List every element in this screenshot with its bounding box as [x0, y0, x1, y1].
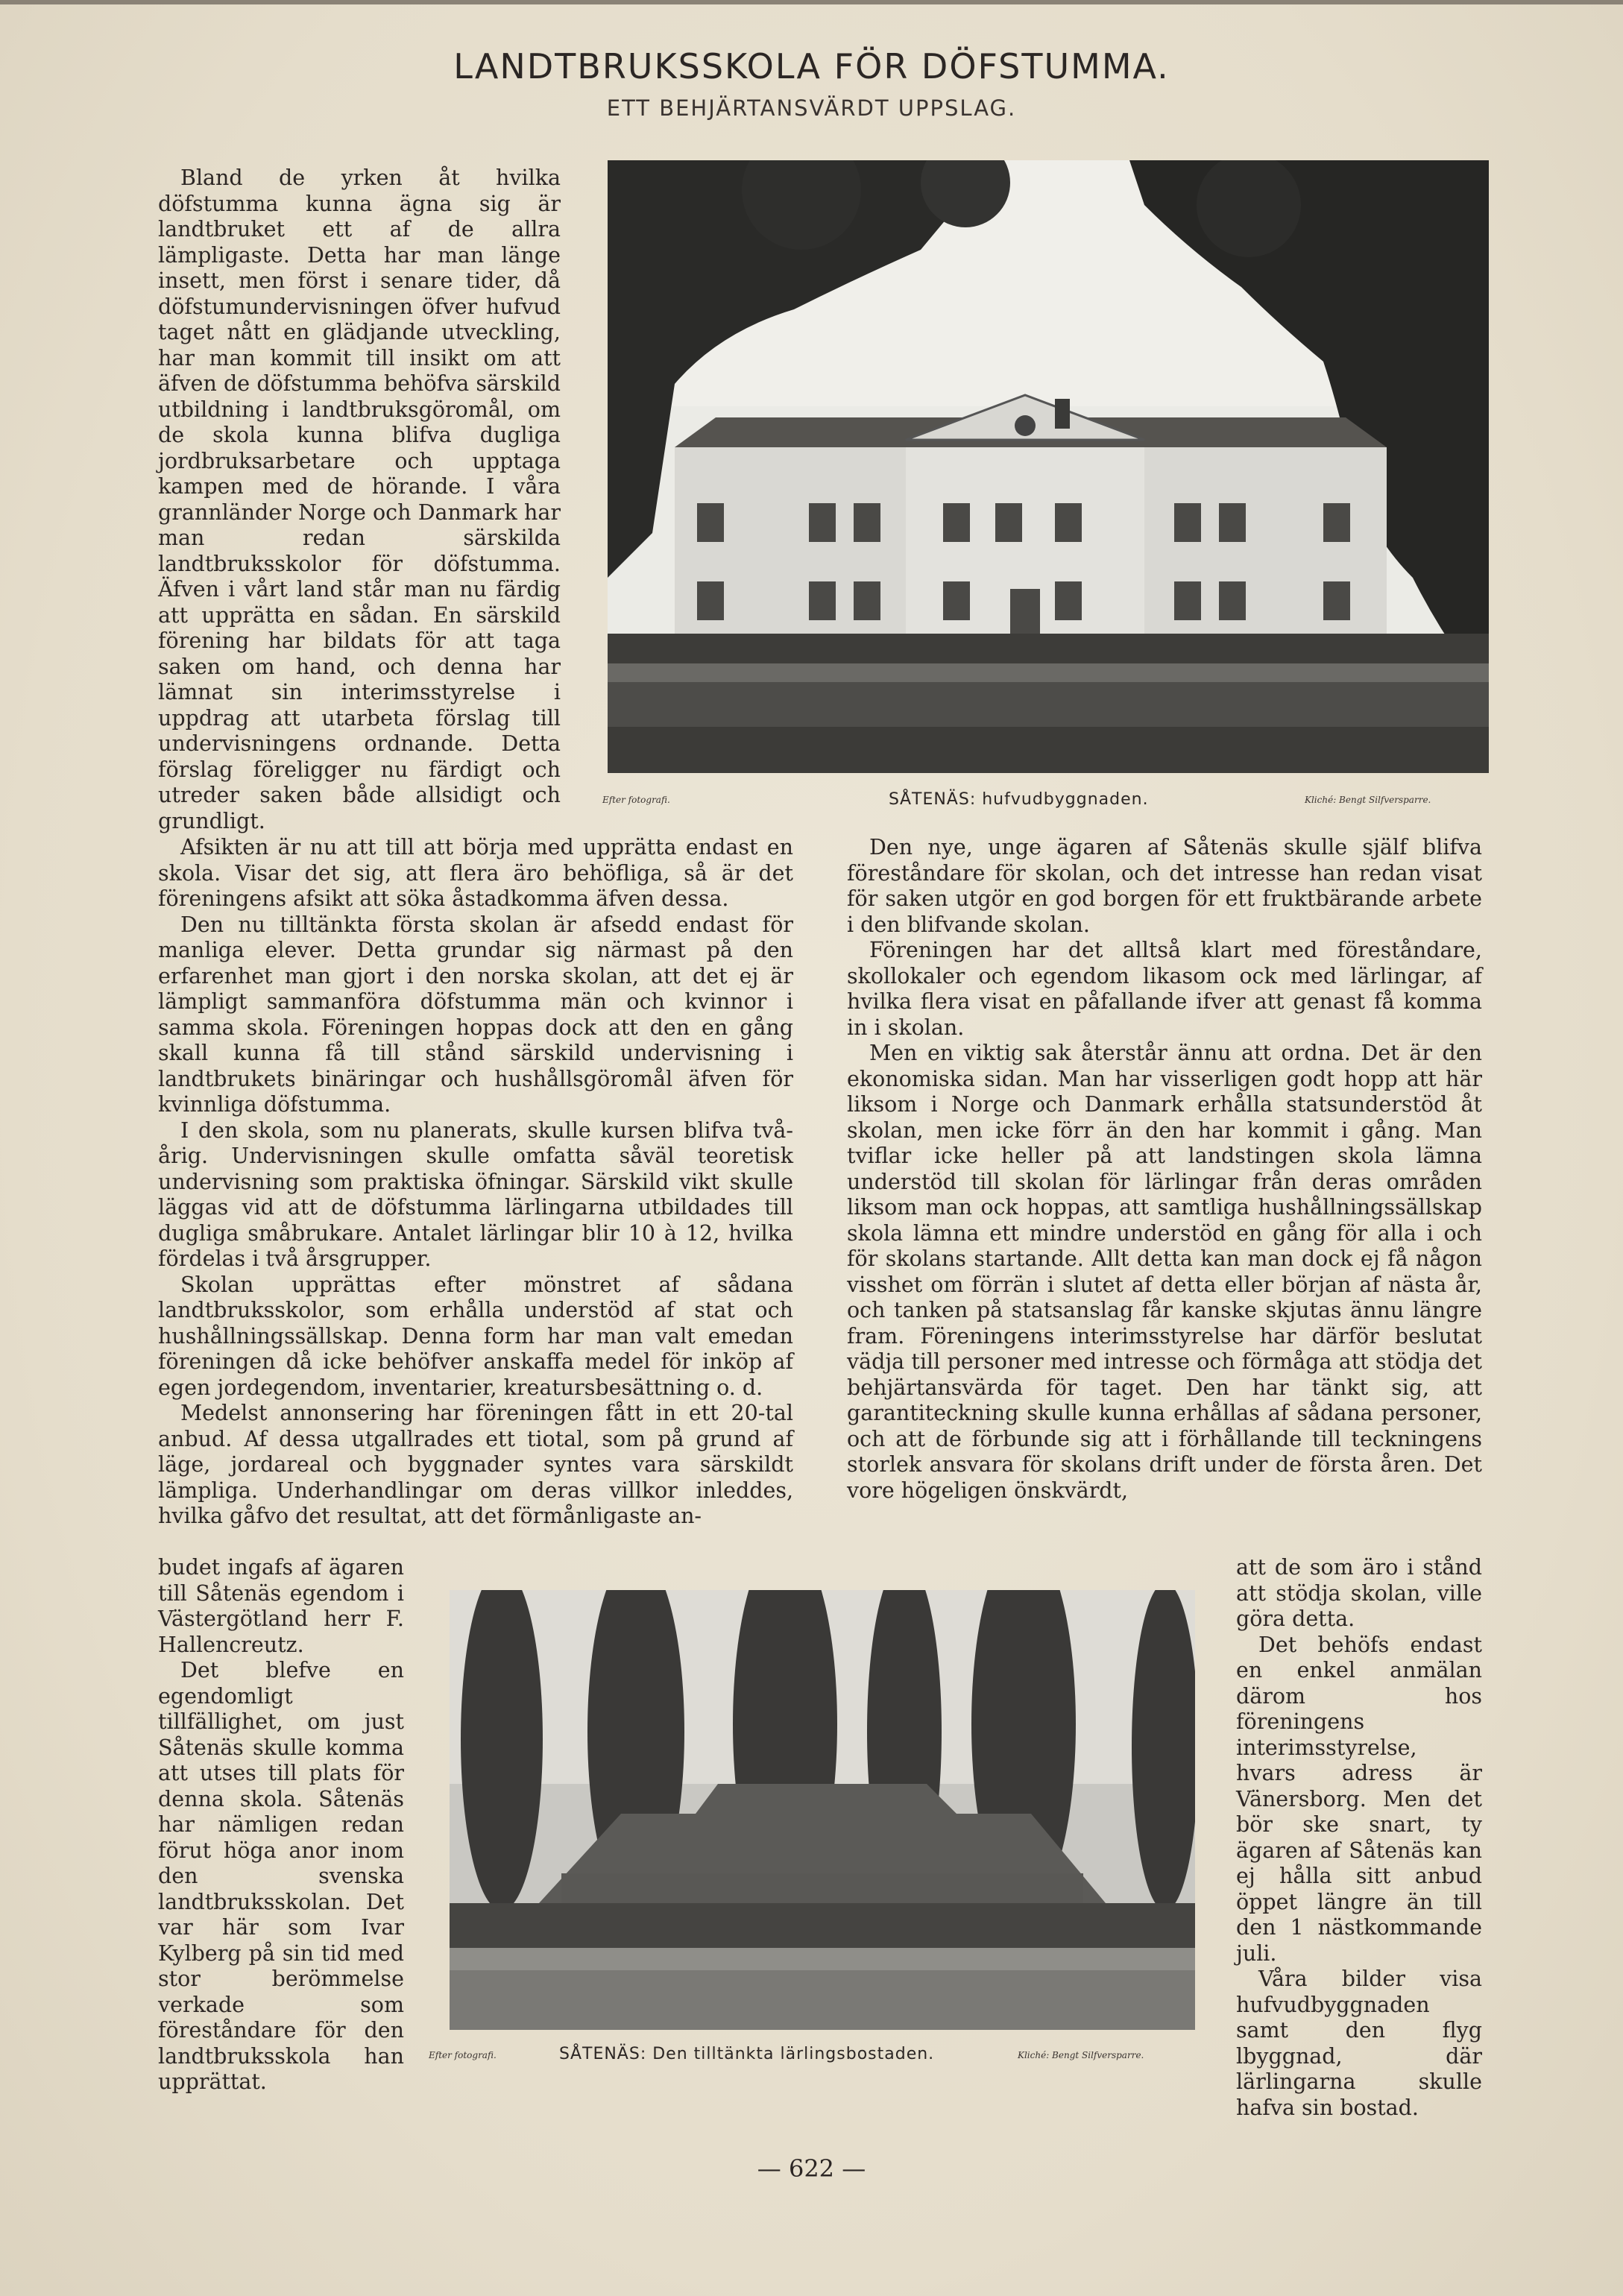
paragraph: Det behöfs endast en enkel anmälan därom hos föreningens interimsstyrelse, hvars adress är Vänersborg. Men det bör ske snart, ty ägaren af Såtenäs kan ej hålla sitt anbud öppet längre än till den 1 nästkommande juli.	[1236, 1632, 1482, 1966]
left-column-bottom	[158, 1555, 404, 2095]
page-number: — 622 —	[757, 2154, 866, 2183]
right-column	[847, 835, 1482, 1504]
photo-apprentice-lodging	[450, 1590, 1195, 2030]
photo-main-building	[608, 160, 1489, 773]
paragraph: Skolan upprättas efter mönstret af sådana landtbruksskolor, som erhålla understöd af stat och hushållningssällskap. Denna form har man valt emedan föreningen då icke behöfver anskaffa medel för inköp af egen jordegendom, inventarier, kreatursbesättning o. d.	[158, 1272, 793, 1400]
article-title: LANDTBRUKSSKOLA FÖR DÖFSTUMMA.	[453, 46, 1170, 86]
paragraph: Våra bilder visa hufvudbyggnaden samt den flyg lbyggnad, där lärlingarna skulle hafva sin bostad.	[1236, 1967, 1482, 2120]
intro-column	[158, 165, 561, 834]
caption-bottom: SÅTENÄS: Den tilltänkta lärlingsbostaden.	[559, 2045, 935, 2063]
article-subtitle: ETT BEHJÄRTANSVÄRDT UPPSLAG.	[606, 95, 1017, 121]
paragraph: Afsikten är nu att till att börja med upprätta endast en skola. Visar det sig, att flera äro behöfliga, så är det föreningens afsikt att söka åstadkomma äfven dessa.	[158, 835, 793, 911]
paragraph: Det blefve en egendomligt tillfällighet, om just Såtenäs skulle komma att utses till plats för denna skola. Såtenäs har nämligen redan förut höga anor inom den svenska landtbruksskolan. Det var här som Ivar Kylberg på sin tid med stor berömmelse verkade som föreståndare för den landtbruksskola han upprättat.	[158, 1658, 404, 2094]
paragraph: Föreningen har det alltså klart med föreståndare, skollokaler och egendom likasom ock med lärlingar, af hvilka flera visat en påfallande ifver att genast få komma in i skolan.	[847, 938, 1482, 1040]
caption-top: SÅTENÄS: hufvudbyggnaden.	[889, 790, 1149, 809]
photo-credit-right: Kliché: Bengt Silfversparre.	[1018, 2050, 1144, 2060]
paragraph: budet ingafs af ägaren till Såtenäs egendom i Västergötland herr F. Hallencreutz.	[158, 1555, 404, 1657]
paragraph: Medelst annonsering har föreningen fått in ett 20-tal anbud. Af dessa utgallrades ett tiotal, som på grund af läge, jordareal och byggnader syntes vara särskildt lämpliga. Underhandlingar om deras villkor inleddes, hvilka gåfvo det resultat, att det förmånligaste an-	[158, 1401, 793, 1528]
left-column-middle	[158, 835, 793, 1530]
paragraph: Bland de yrken åt hvilka döfstumma kunna ägna sig är landtbruket ett af de allra lämpligaste. Detta har man länge insett, men först i senare tider, då döfstumundervisningen öfver hufvud taget nått en glädjande utveckling, har man kommit till insikt om att äfven de döfstumma behöfva särskild utbildning i landtbruksgöromål, om de skola kunna blifva dugliga jordbruksarbetare och upptaga kampen med de hörande. I våra grannländer Norge och Danmark har man redan särskilda landtbruksskolor för döfstumma. Äfven i vårt land står man nu färdig att upprätta en sådan. En särskild förening har bildats för att taga saken om hand, och denna har lämnat sin interimsstyrelse i uppdrag att utarbeta förslag till undervisningens ordnande. Detta förslag föreligger nu färdigt och utreder saken både allsidigt och grundligt.	[158, 165, 561, 833]
paragraph: Men en viktig sak återstår ännu att ordna. Det är den ekonomiska sidan. Man har visserligen godt hopp att här liksom i Norge och Danmark erhålla statsunderstöd åt skolan, men icke förr än den har kommit i gång. Man tviflar icke heller på att landstingen skola lämna understöd till skolan för lärlingar från deras områden liksom man ock hoppas, att samtliga hushållningssällskap skola lämna ett mindre understöd en gång för alla i och för skolans startande. Allt detta kan man dock ej få någon visshet om förrän i slutet af detta eller början af nästa år, och tanken på statsanslag får kanske skjutas ännu längre fram. Föreningens interimsstyrelse har därför beslutat vädja till personer med intresse och förmåga att stödja det behjärtansvärda för taget. Den har tänkt sig, att garantiteckning skulle kunna erhållas af sådana personer, och att de förbunde sig att i förhållande till teckningens storlek ansvara för skolans drift under de första åren. Det vore högeligen önskvärdt,	[847, 1041, 1482, 1503]
paragraph: I den skola, som nu planerats, skulle kursen blifva två-årig. Undervisningen skulle omfatta såväl teoretisk undervisning som praktiska öfningar. Särskild vikt skulle läggas vid att de döfstumma lärlingarna utbildades till dugliga småbrukare. Antalet lärlingar blir 10 à 12, hvilka fördelas i två årsgrupper.	[158, 1117, 793, 1271]
paragraph: Den nye, unge ägaren af Såtenäs skulle själf blifva föreståndare för skolan, och det intresse han redan visat för saken utgör en god borgen för ett fruktbärande arbete i den blifvande skolan.	[847, 835, 1482, 937]
paragraph: Den nu tilltänkta första skolan är afsedd endast för manliga elever. Detta grundar sig närmast på den erfarenhet man gjort i den norska skolan, att det ej är lämpligt sammanföra döfstumma män och kvinnor i samma skola. Föreningen hoppas dock att den en gång skall kunna få till stånd särskild undervisning i landtbrukets binäringar och hushållsgöromål äfven för kvinnliga döfstumma.	[158, 912, 793, 1117]
photo-credit-right: Kliché: Bengt Silfversparre.	[1305, 795, 1431, 805]
page-edge-line	[0, 0, 1623, 4]
photo-credit-left: Efter fotografi.	[429, 2050, 497, 2060]
photo-credit-left: Efter fotografi.	[602, 795, 670, 805]
paragraph: att de som äro i stånd att stödja skolan, ville göra detta.	[1236, 1555, 1482, 1631]
right-column-bottom	[1236, 1555, 1482, 2121]
